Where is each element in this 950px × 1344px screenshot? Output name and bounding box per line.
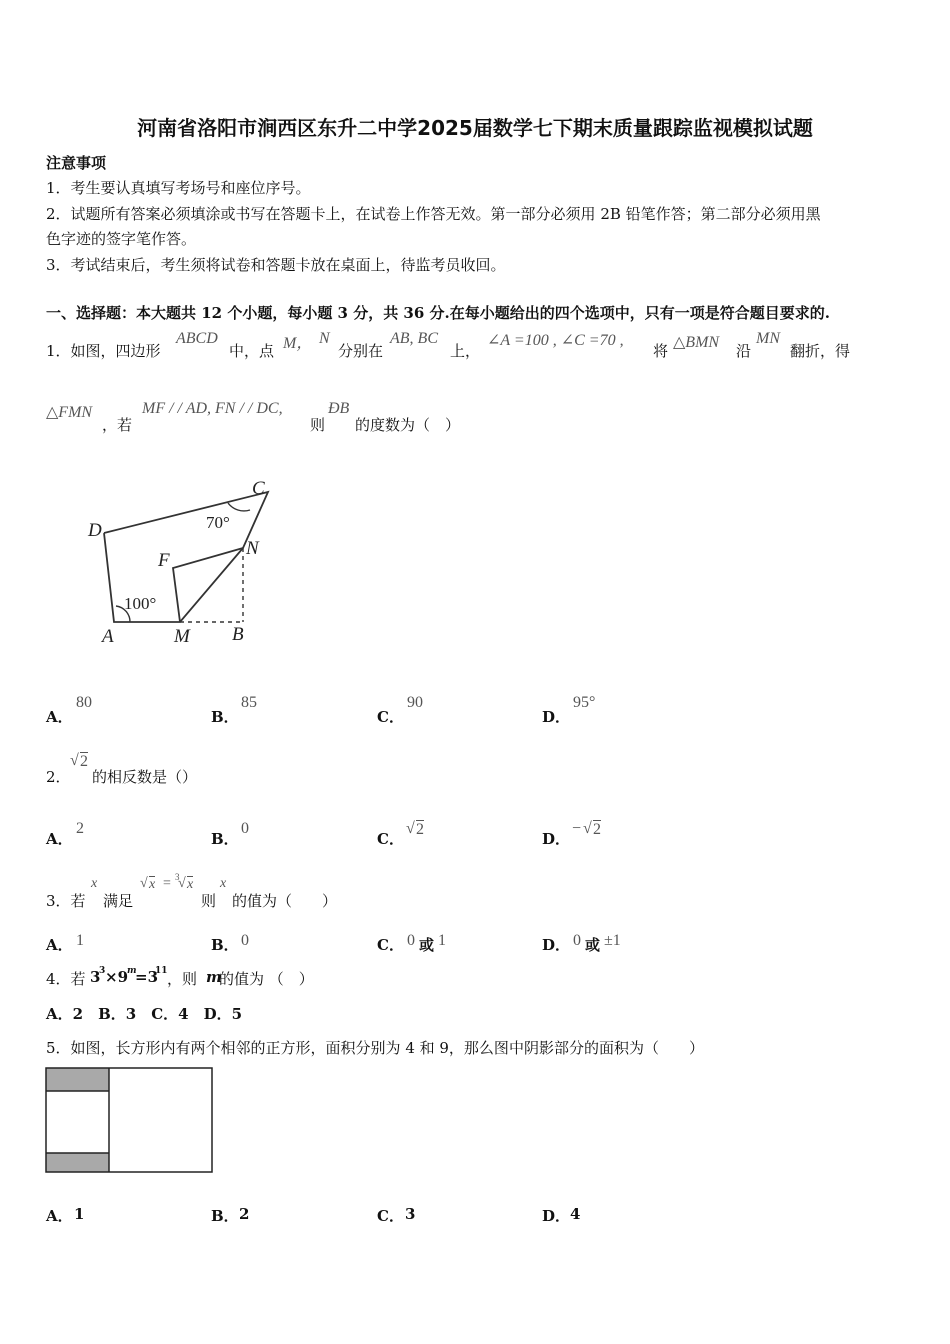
q4-base-c: =3 — [135, 968, 159, 986]
q1-angles: ∠A =100 , ∠C =70 , — [487, 332, 624, 349]
q2-option-d-sqrt-icon: √ — [583, 820, 592, 837]
q1-option-a-label[interactable]: A． — [46, 708, 73, 726]
figure-label-a: A — [102, 626, 114, 647]
question-3 — [46, 872, 546, 910]
q1-triangle-bmn: △BMN — [673, 334, 720, 351]
q3-option-c-value-2: 1 — [438, 932, 446, 949]
q1-text-6: 翻折，得 — [790, 342, 851, 360]
q1-angle-b: ÐB — [328, 400, 350, 417]
figure-angle-c-arc — [228, 503, 250, 511]
q3-var-x: x — [91, 876, 98, 891]
section-heading: 一、选择题：本大题共 12 个小题，每小题 3 分，共 36 分.在每小题给出的四个选项中，只有一项是符合题目要求的. — [46, 304, 830, 322]
q1-text-3: 上， — [450, 342, 481, 360]
q2-option-a-value: 2 — [76, 820, 84, 837]
q5-shaded-top — [46, 1068, 109, 1091]
figure-label-n: N — [246, 538, 259, 559]
q4-exp-c: 11 — [155, 966, 168, 976]
q3-option-c-label[interactable]: C． — [377, 936, 404, 954]
q4-options[interactable]: A．2 B．3 C．4 D．5 — [46, 1005, 243, 1023]
q3-eq-index: 3 — [175, 872, 180, 882]
figure-label-f: F — [158, 550, 170, 571]
q3-option-d-label[interactable]: D． — [542, 936, 571, 954]
q1-mn: MN — [756, 330, 780, 347]
q3-eq-rhs: x — [187, 877, 194, 892]
q1-option-a-value: 80 — [76, 694, 92, 711]
q2-option-c-label[interactable]: C． — [377, 830, 404, 848]
q4-var-m: m — [206, 968, 222, 986]
q3-text-3: 的值为（ ） — [232, 892, 338, 910]
q1-option-b-value: 85 — [241, 694, 257, 711]
q5-option-c-label[interactable]: C． — [377, 1207, 404, 1225]
q3-number: 3．若 — [46, 892, 86, 910]
q4-text-2: 的值为 （ ） — [219, 970, 314, 988]
q2-number: 2． — [46, 768, 71, 786]
notice-item-2a: 2．试题所有答案必须填涂或书写在答题卡上，在试卷上作答无效。第一部分必须用 2B 铅笔作答；第二部分必须用黑 — [46, 205, 821, 223]
figure-label-b: B — [232, 624, 244, 645]
q2-option-c-value: 2 — [416, 821, 424, 838]
q1-text-9: 的度数为（ ） — [355, 416, 461, 434]
q5-option-a-value: 1 — [74, 1205, 85, 1223]
q1-quadrilateral-figure — [80, 470, 290, 650]
q1-number: 1．如图，四边形 — [46, 342, 161, 360]
q1-abcd: ABCD — [176, 330, 218, 347]
q3-text-1: 满足 — [103, 892, 134, 910]
question-1-line-1 — [46, 330, 926, 370]
q5-option-b-value: 2 — [239, 1205, 250, 1223]
q3-option-c-or: 或 — [419, 936, 435, 954]
question-1-line-2 — [46, 400, 926, 440]
q4-exp-a: 3 — [99, 966, 106, 976]
q5-rectangle-figure — [44, 1066, 216, 1174]
notice-item-3: 3．考试结束后，考生须将试卷和答题卡放在桌面上，待监考员收回。 — [46, 256, 506, 274]
q1-option-b-label[interactable]: B． — [211, 708, 239, 726]
q3-option-c-value: 0 — [407, 932, 415, 949]
q2-radicand: 2 — [80, 753, 88, 770]
question-2 — [46, 752, 446, 786]
q2-options — [46, 818, 766, 850]
q1-text-1: 中，点 — [229, 342, 275, 360]
question-4 — [46, 968, 446, 992]
q3-eq-lhs: x — [149, 877, 156, 892]
notice-heading: 注意事项 — [46, 154, 107, 172]
q2-option-d-label[interactable]: D． — [542, 830, 571, 848]
q1-condition: MF / / AD, FN / / DC, — [142, 400, 283, 417]
q1-point-m: M， — [283, 335, 313, 352]
q2-text: 的相反数是（） — [92, 768, 198, 786]
notice-item-1: 1．考生要认真填写考场号和座位序号。 — [46, 179, 311, 197]
figure-angle-c-label: 70° — [206, 513, 230, 532]
notice-item-2b: 色字迹的签字笔作答。 — [46, 230, 197, 248]
question-5: 5．如图，长方形内有两个相邻的正方形，面积分别为 4 和 9，那么图中阴影部分的面积为（ ） — [46, 1039, 704, 1057]
q4-base-a: 3 — [90, 968, 101, 986]
q5-option-d-value: 4 — [570, 1205, 581, 1223]
q1-option-c-label[interactable]: C． — [377, 708, 404, 726]
q5-options — [46, 1205, 766, 1229]
q2-option-a-label[interactable]: A． — [46, 830, 73, 848]
q2-option-b-value: 0 — [241, 820, 249, 837]
q2-option-b-label[interactable]: B． — [211, 830, 239, 848]
q5-shaded-bottom — [46, 1153, 109, 1172]
q3-eq-mid: = — [163, 876, 171, 891]
q3-option-a-value: 1 — [76, 932, 84, 949]
q3-text-2: 则 — [201, 892, 217, 910]
q4-exp-b: m — [127, 966, 137, 976]
q3-option-d-value-2: ±1 — [604, 932, 621, 949]
q3-option-b-value: 0 — [241, 932, 249, 949]
q1-text-5: 沿 — [736, 342, 752, 360]
q3-options — [46, 928, 766, 958]
q1-ab-bc: AB, BC — [390, 330, 438, 347]
q1-text-2: 分别在 — [338, 342, 384, 360]
q5-option-d-label[interactable]: D． — [542, 1207, 571, 1225]
q3-eq-cbrt-icon: √ — [178, 876, 186, 891]
q1-options — [46, 694, 766, 726]
page-title: 河南省洛阳市涧西区东升二中学2025届数学七下期末质量跟踪监视模拟试题 — [137, 116, 813, 140]
q3-option-d-or: 或 — [585, 936, 601, 954]
q3-eq-sqrt-icon: √ — [140, 876, 148, 891]
q2-sqrt-icon: √ — [70, 752, 79, 769]
q1-option-c-value: 90 — [407, 694, 423, 711]
q1-option-d-value: 95° — [573, 694, 596, 711]
q2-option-c-sqrt-icon: √ — [406, 820, 415, 837]
q4-base-b: ×9 — [105, 968, 129, 986]
q3-option-d-value: 0 — [573, 932, 581, 949]
figure-angle-a-label: 100° — [124, 594, 157, 613]
q1-point-n: N — [319, 330, 330, 347]
q3-var-x-2: x — [220, 876, 227, 891]
figure-label-c: C — [252, 478, 265, 499]
q1-text-4: 将 — [653, 342, 669, 360]
q1-option-d-label[interactable]: D． — [542, 708, 571, 726]
q3-option-a-label[interactable]: A． — [46, 936, 73, 954]
q1-triangle-fmn: △FMN — [46, 404, 93, 421]
q1-text-8: 则 — [310, 416, 326, 434]
figure-label-d: D — [88, 520, 102, 541]
q3-option-b-label[interactable]: B． — [211, 936, 239, 954]
q2-option-d-prefix: − — [572, 820, 582, 837]
q5-option-b-label[interactable]: B． — [211, 1207, 239, 1225]
q1-text-7: ，若 — [102, 416, 133, 434]
q4-number: 4．若 — [46, 970, 86, 988]
q5-option-c-value: 3 — [405, 1205, 416, 1223]
q5-option-a-label[interactable]: A． — [46, 1207, 73, 1225]
figure-label-m: M — [174, 626, 190, 647]
q2-option-d-value: 2 — [593, 821, 601, 838]
q4-text-1: ，则 — [167, 970, 198, 988]
